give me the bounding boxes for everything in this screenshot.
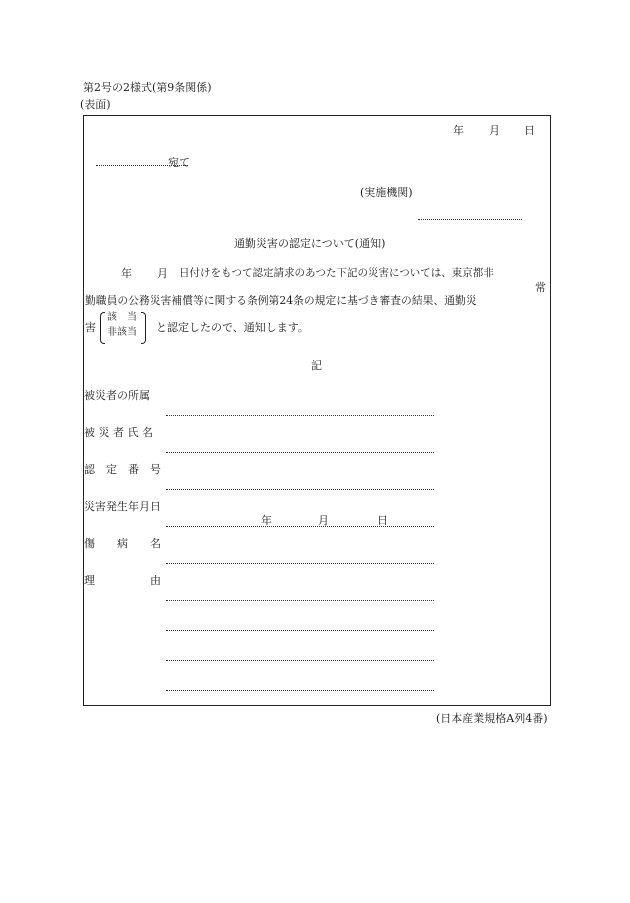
date-month-label: 月 [489,124,500,137]
body-year: 年 [121,267,132,280]
field-reason-blank-4[interactable] [166,690,434,691]
body-line-1: 日付けをもつて認定請求のあつた下記の災害については、東京都非 [179,267,494,279]
field-affiliation-blank[interactable] [166,415,434,416]
field-name-blank[interactable] [166,452,434,453]
issuer-label: (実施機関) [360,186,413,199]
form-frame [83,115,551,706]
paper-size-note: (日本産業規格A列4番) [436,712,548,725]
field-injury-blank[interactable] [166,563,434,564]
document-title: 通勤災害の認定について(通知) [234,237,386,250]
body-line-1-tail: 常 [535,281,546,294]
body-line-2: 勤職員の公務災害補償等に関する条例第24条の規定に基づき審査の結果、通勤災 [85,294,477,307]
bracket-left [100,312,105,344]
field-reason-blank-3[interactable] [166,660,434,661]
field-date-label: 災害発生年月日 [84,500,161,513]
field-reason-label: 理 由 [84,574,161,587]
ki-heading: 記 [311,359,322,372]
body-month: 月 [157,267,168,280]
option-applicable[interactable]: 該 当 [107,312,137,323]
field-name-label: 被 災 者 氏 名 [84,426,153,439]
form-number-header: 第2号の2様式(第9条関係) [83,81,212,94]
field-date-blank[interactable] [166,526,434,527]
bracket-right [141,312,146,344]
field-reason-blank-2[interactable] [166,630,434,631]
field-injury-label: 傷 病 名 [84,537,161,550]
field-reason-blank-1[interactable] [166,600,434,601]
side-label: (表面) [80,98,111,111]
addressee-suffix: 宛て [168,156,190,169]
field-date-month: 月 [318,514,329,527]
body-line-3-suffix: と認定したので、通知します。 [156,321,309,334]
field-affiliation-label: 被災者の所属 [84,389,150,402]
body-line-3-prefix: 害 [85,321,96,334]
issuer-blank[interactable] [418,219,522,220]
date-year-label: 年 [453,124,464,137]
field-date-year: 年 [261,514,272,527]
date-day-label: 日 [524,124,535,137]
field-cert-number-label: 認 定 番 号 [84,463,161,476]
field-cert-number-blank[interactable] [166,489,434,490]
field-date-day: 日 [377,514,388,527]
option-not-applicable[interactable]: 非該当 [107,327,137,338]
